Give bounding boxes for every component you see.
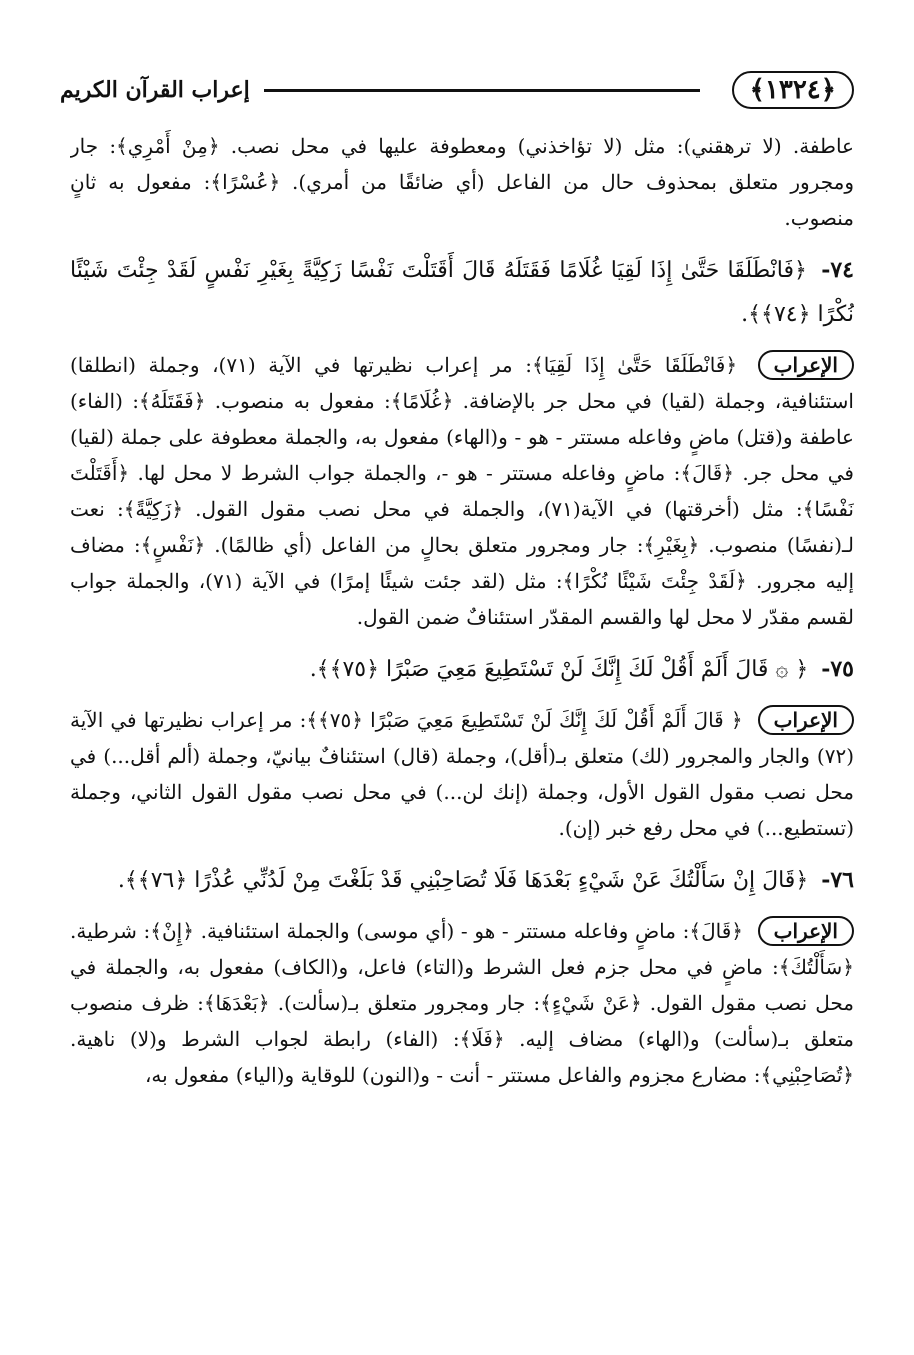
irab-text-76: ﴿قَالَ﴾: ماضٍ وفاعله مستتر - هو - (أي موسى) والجملة استئنافية. ﴿إِنْ﴾: شرطية. ﴿سَأَلْتُكَ﴾: ماضٍ في محل جزم فعل الشرط و(التاء) فاعل، و(الكاف) مفعول به، والجملة في محل نصب مقول القول. ﴿عَنْ شَيْءٍ﴾: جار ومجرور متعلق بـ(سألت). ﴿بَعْدَهَا﴾: ظرف منصوب متعلق بـ(سألت) و(الهاء) مضاف إليه. ﴿فَلَا﴾: (الفاء) رابطة لجواب الشرط و(لا) ناهية. ﴿تُصَاحِبْنِي﴾: مضارع مجزوم والفاعل مستتر - أنت - و(النون) للوقاية و(الياء) مفعول به،: [70, 919, 854, 1087]
irab-74: [70, 347, 854, 635]
page-content: [70, 128, 854, 1315]
irab-label-74: الإعراب: [758, 350, 854, 380]
verse-text-74: ﴿فَانْطَلَقَا حَتَّىٰ إِذَا لَقِيَا غُلَامًا فَقَتَلَهُ قَالَ أَقَتَلْتَ نَفْسًا زَكِيَّةً بِغَيْرِ نَفْسٍ لَقَدْ جِئْتَ شَيْئًا نُكْرًا ﴿٧٤﴾﴾.: [70, 258, 854, 327]
page-header: [60, 62, 854, 118]
irab-text-74: ﴿فَانْطَلَقَا حَتَّىٰ إِذَا لَقِيَا﴾: مر إعراب نظيرتها في الآية (٧١)، وجملة (انطلقا) استئنافية، وجملة (لقيا) في محل جر بالإضافة. ﴿غُلَامًا﴾: مفعول به منصوب. ﴿فَقَتَلَهُ﴾: (الفاء) عاطفة و(قتل) ماضٍ وفاعله مستتر - هو - و(الهاء) مفعول به، والجملة معطوفة على جملة (لقيا) في محل جر. ﴿قَالَ﴾: ماضٍ وفاعله مستتر - هو -، والجملة جواب الشرط لا محل لها. ﴿أَقَتَلْتَ نَفْسًا﴾: مثل (أخرقتها) في الآية(٧١)، والجملة في محل نصب مقول القول. ﴿زَكِيَّةً﴾: نعت لـ(نفسًا) منصوب. ﴿بِغَيْرِ﴾: جار ومجرور متعلق بحالٍ من الفاعل (أي ظالمًا). ﴿نَفْسٍ﴾: مضاف إليه مجرور. ﴿لَقَدْ جِئْتَ شَيْئًا نُكْرًا﴾: مثل (لقد جئت شيئًا إمرًا) في الآية (٧١)، والجملة جواب لقسم مقدّر لا محل لها والقسم المقدّر استئنافٌ ضمن القول.: [70, 353, 854, 629]
verse-text-75: ﴿ ۞ قَالَ أَلَمْ أَقُلْ لَكَ إِنَّكَ لَنْ تَسْتَطِيعَ مَعِيَ صَبْرًا ﴿٧٥﴾﴾.: [309, 657, 809, 682]
irab-text-75: ﴿ قَالَ أَلَمْ أَقُلْ لَكَ إِنَّكَ لَنْ تَسْتَطِيعَ مَعِيَ صَبْرًا ﴿٧٥﴾﴾: مر إعراب نظيرتها في الآية (٧٢) والجار والمجرور (لك) متعلق بـ(أقل)، وجملة (قال) استئنافٌ بيانيّ، وجملة (ألم أقل...) في محل نصب مقول القول الأول، وجملة (إنك لن...) في محل نصب مقول القول الثاني، وجملة (تستطيع...) في محل رفع خبر (إن).: [70, 708, 854, 840]
verse-75: [70, 647, 854, 692]
header-rule: [264, 89, 700, 92]
verse-text-76: ﴿قَالَ إِنْ سَأَلْتُكَ عَنْ شَيْءٍ بَعْدَهَا فَلَا تُصَاحِبْنِي قَدْ بَلَغْتَ مِنْ لَدُنِّي عُذْرًا ﴿٧٦﴾﴾.: [117, 868, 809, 893]
verse-number-75: ٧٥-: [821, 656, 854, 682]
verse-number-74: ٧٤-: [821, 257, 854, 283]
book-title: إعراب القرآن الكريم: [60, 77, 250, 103]
irab-label-76: الإعراب: [758, 916, 854, 946]
paragraph-continuation: عاطفة. (لا ترهقني): مثل (لا تؤاخذني) ومعطوفة عليها في محل نصب. ﴿مِنْ أَمْرِي﴾: جار ومجرور متعلق بمحذوف حال من الفاعل (أي ضائقًا من أمري). ﴿عُسْرًا﴾: مفعول به ثانٍ منصوب.: [70, 134, 854, 230]
irab-label-75: الإعراب: [758, 705, 854, 735]
irab-76: [70, 913, 854, 1093]
verse-number-76: ٧٦-: [821, 867, 854, 893]
irab-75: [70, 702, 854, 846]
verse-76: [70, 858, 854, 903]
verse-74: [70, 248, 854, 337]
page-number: ﴿١٣٢٤﴾: [732, 71, 854, 109]
